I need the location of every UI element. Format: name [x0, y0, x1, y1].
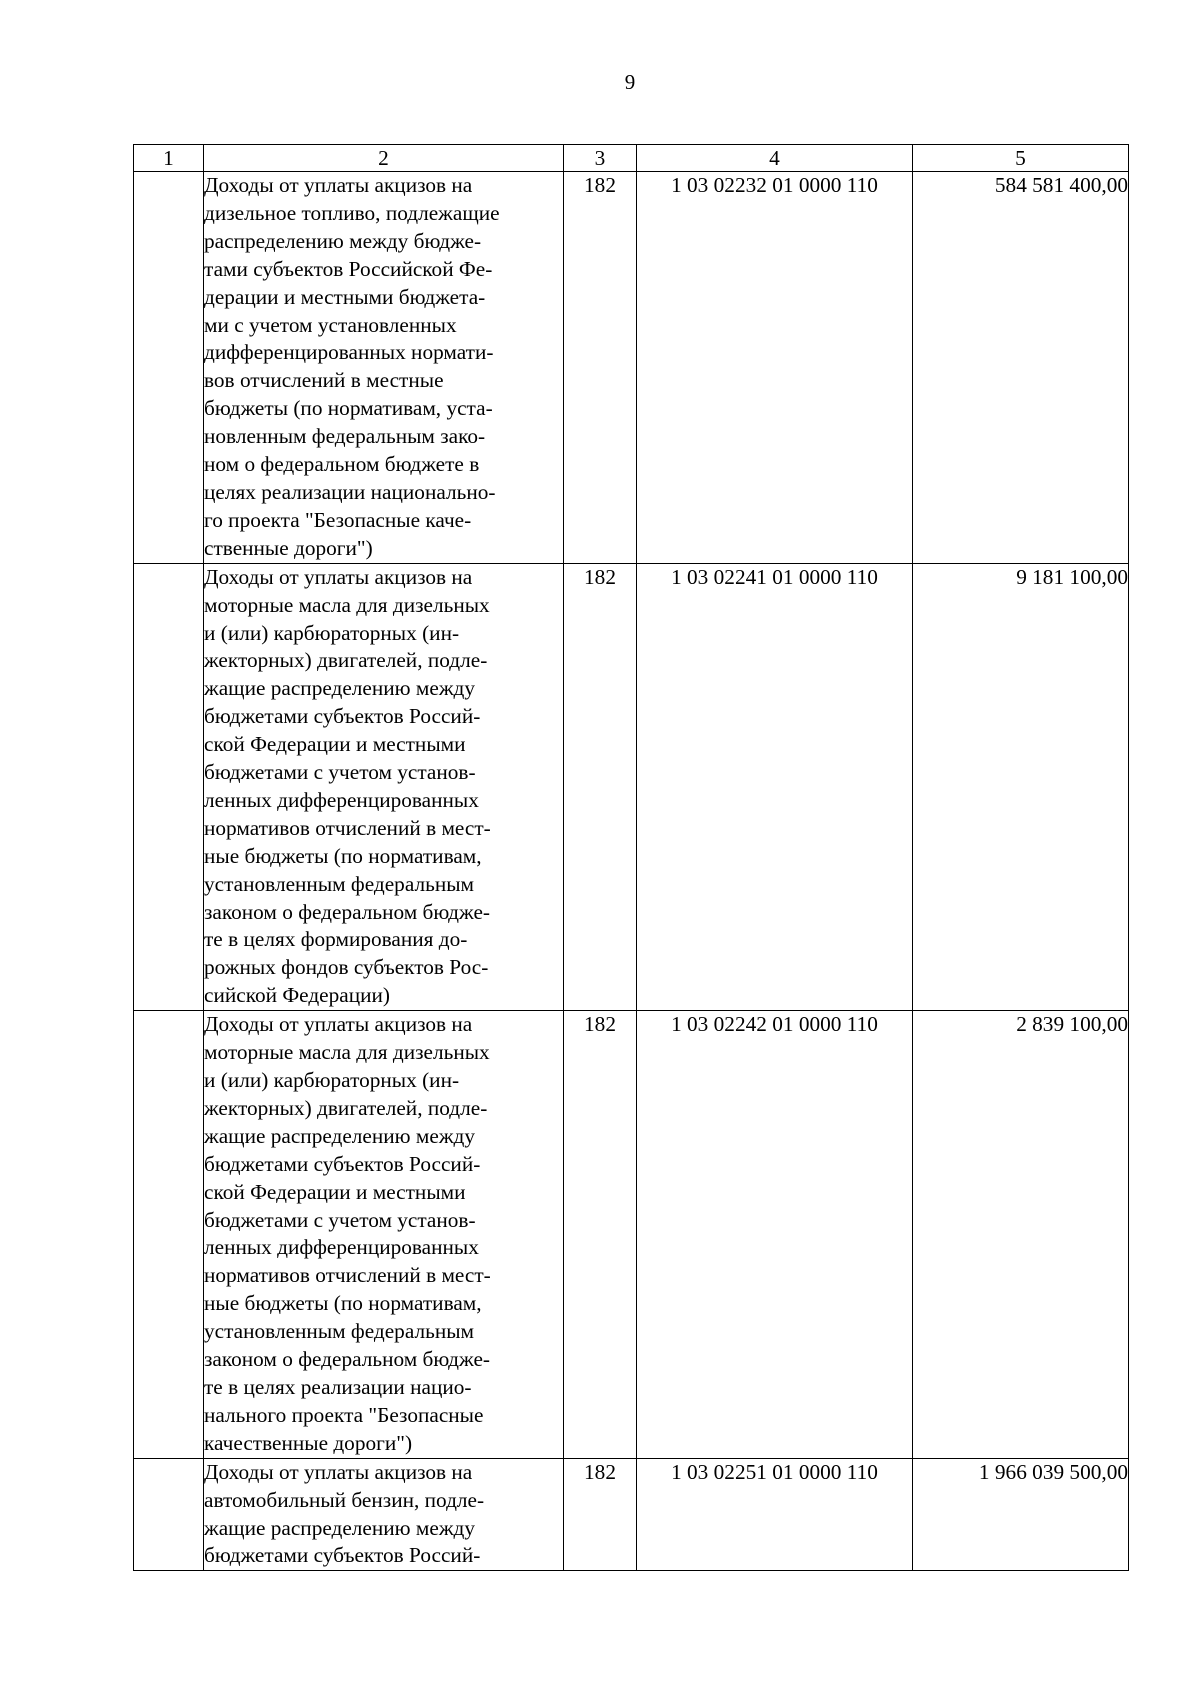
amount-cell: 584 581 400,00 [913, 172, 1129, 564]
table-row [134, 563, 1129, 1011]
revenue-name-cell: Доходы от уплаты акцизов на дизельное топливо, подлежащие распределению между бюдже- тами субъектов Российской Фе- дерации и местными бюджета- ми с учетом установленных дифференцированных нормати- вов отчислений в местные бюджеты (по нормативам, уста- новленным федеральным зако- ном о федеральном бюджете в целях реализации национально- го проекта "Безопасные каче- ственные дороги") [204, 172, 564, 564]
column-header-3: 3 [564, 145, 637, 172]
admin-code-cell: 182 [564, 172, 637, 564]
page-number: 9 [624, 70, 636, 94]
table-row [134, 172, 1129, 564]
row-number-cell [134, 1011, 204, 1459]
budget-code-cell: 1 03 02241 01 0000 110 [637, 563, 913, 1011]
table-row [134, 1011, 1129, 1459]
admin-code-cell: 182 [564, 563, 637, 1011]
table-row [134, 1458, 1129, 1571]
budget-code-cell: 1 03 02242 01 0000 110 [637, 1011, 913, 1459]
column-header-2: 2 [204, 145, 564, 172]
column-header-1: 1 [134, 145, 204, 172]
row-number-cell [134, 1458, 204, 1571]
admin-code-cell: 182 [564, 1458, 637, 1571]
revenue-name-cell: Доходы от уплаты акцизов на моторные масла для дизельных и (или) карбюраторных (ин- жекторных) двигателей, подле- жащие распределению между бюджетами субъектов Россий- ской Федерации и местными бюджетами с учетом установ- ленных дифференцированных нормативов отчислений в мест- ные бюджеты (по нормативам, установленным федеральным законом о федеральном бюдже- те в целях формирования до- рожных фондов субъектов Рос- сийской Федерации) [204, 563, 564, 1011]
column-header-4: 4 [637, 145, 913, 172]
row-number-cell [134, 172, 204, 564]
budget-code-cell: 1 03 02251 01 0000 110 [637, 1458, 913, 1571]
row-number-cell [134, 563, 204, 1011]
amount-cell: 2 839 100,00 [913, 1011, 1129, 1459]
budget-code-cell: 1 03 02232 01 0000 110 [637, 172, 913, 564]
revenue-name-cell: Доходы от уплаты акцизов на автомобильный бензин, подле- жащие распределению между бюджетами субъектов Россий- [204, 1458, 564, 1571]
revenue-table [133, 144, 1129, 1571]
revenue-name-cell: Доходы от уплаты акцизов на моторные масла для дизельных и (или) карбюраторных (ин- жекторных) двигателей, подле- жащие распределению между бюджетами субъектов Россий- ской Федерации и местными бюджетами с учетом установ- ленных дифференцированных нормативов отчислений в мест- ные бюджеты (по нормативам, установленным федеральным законом о федеральном бюдже- те в целях реализации нацио- нального проекта "Безопасные качественные дороги") [204, 1011, 564, 1459]
column-header-5: 5 [913, 145, 1129, 172]
amount-cell: 9 181 100,00 [913, 563, 1129, 1011]
admin-code-cell: 182 [564, 1011, 637, 1459]
amount-cell: 1 966 039 500,00 [913, 1458, 1129, 1571]
table-header-row [134, 145, 1129, 172]
